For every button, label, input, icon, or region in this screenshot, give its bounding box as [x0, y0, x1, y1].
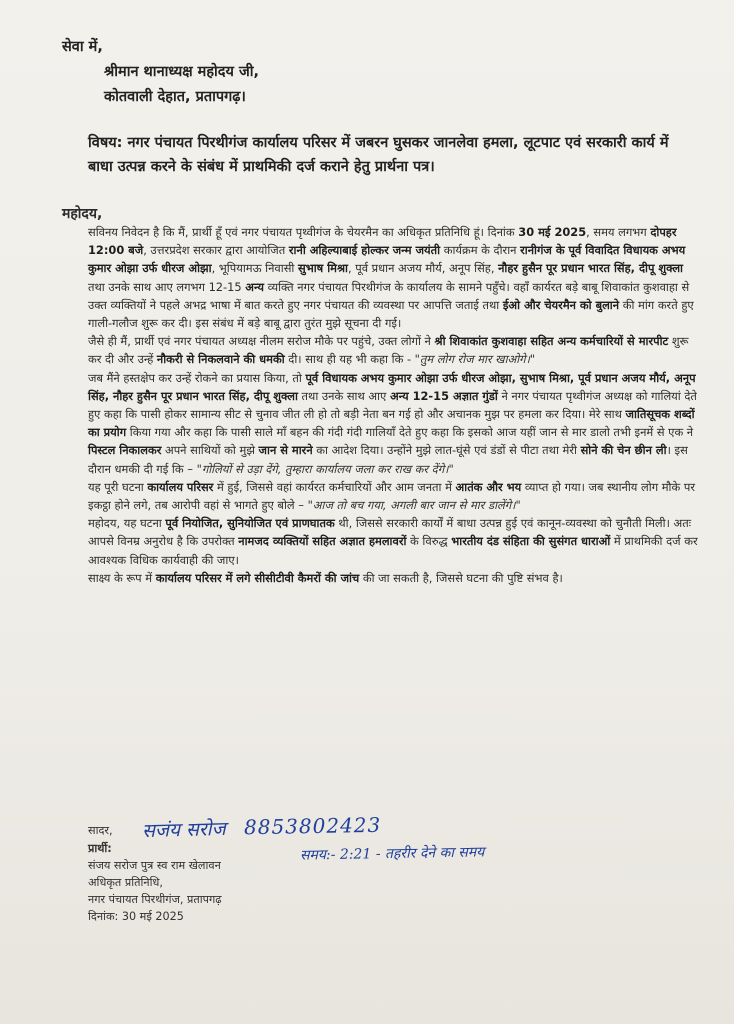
signoff-name: संजय सरोज पुत्र स्व राम खेलावन [88, 859, 221, 872]
letter-body [88, 223, 700, 587]
handwritten-phone: 8853802423 [243, 812, 382, 840]
handwritten-time-note: समय:- 2:21 - तहरीर देने का समय [299, 844, 485, 864]
paragraph-1: सविनय निवेदन है कि मैं, प्रार्थी हूँ एवं नगर पंचायत पृथ्वीगंज के चेयरमैन का अधिकृत प्रतिनिधि हूं। दिनांक 30 मई 2025, समय लगभग दोपहर 12:00 बजे, उत्तरप्रदेश सरकार द्वारा आयोजित रानी अहिल्याबाई होल्कर जन्म जयंती कार्यक्रम के दौरान रानीगंज के पूर्व विवादित विधायक अभय कुमार ओझा उर्फ धीरज ओझा, भूपियामऊ निवासी सुभाष मिश्रा, पूर्व प्रधान अजय मौर्य, अनूप सिंह, नौहर हुसैन पूर प्रधान भारत सिंह, दीपू शुक्ला तथा उनके साथ आए लगभग 12-15 अन्य व्यक्ति नगर पंचायत पिरथीगंज के कार्यालय के सामने पहुँचे। वहाँ कार्यरत बड़े बाबू शिवाकांत कुशवाहा से उक्त व्यक्तियों ने पहले अभद्र भाषा में बात करते हुए नगर पंचायत की व्यवस्था पर आपत्ति जताई तथा ईओ और चेयरमैन को बुलाने की मांग करते हुए गाली-गलौज शुरू कर दी। इस संबंध में बड़े बाबू द्वारा तुरंत मुझे सूचना दी गई। [88, 225, 694, 331]
paragraph-6: साक्ष्य के रूप में कार्यालय परिसर में लगे सीसीटीवी कैमरों की जांच की जा सकती है, जिससे घटना की पुष्टि संभव है। [88, 570, 563, 585]
paragraph-4: यह पूरी घटना कार्यालय परिसर में हुई, जिससे वहां कार्यरत कर्मचारियों और आम जनता में आतंक और भय व्याप्त हो गया। जब स्थानीय लोग मौके पर इकट्ठा होने लगे, तब आरोपी वहां से भागते हुए बोले – "आज तो बच गया, अगली बार जान से मार डालेंगे।" [88, 479, 695, 513]
signoff-role: अधिकृत प्रतिनिधि, [88, 876, 163, 889]
subject-line: विषय: नगर पंचायत पिरथीगंज कार्यालय परिसर में जबरन घुसकर जानलेवा हमला, लूटपाट एवं सरकारी कार्य में बाधा उत्पन्न करने के संबंध में प्राथमिकी दर्ज कराने हेतु प्रार्थना पत्र। [88, 135, 669, 175]
paragraph-3: जब मैंने हस्तक्षेप कर उन्हें रोकने का प्रयास किया, तो पूर्व विधायक अभय कुमार ओझा उर्फ धीरज ओझा, सुभाष मिश्रा, पूर्व प्रधान अजय मौर्य, अनूप सिंह, नौहर हुसैन पूर प्रधान भारत सिंह, दीपू शुक्ला तथा उनके साथ आए अन्य 12-15 अज्ञात गुंडों ने नगर पंचायत पृथ्वीगंज अध्यक्ष को गालियां देते हुए कहा कि पासी होकर सामान्य सीट से चुनाव जीत ली हो तो बड़ी नेता बन गई हो और अचानक मुझ पर हमला कर दिया। मेरे साथ जातिसूचक शब्दों का प्रयोग किया गया और कहा कि पासी साले माँ बहन की गंदी गंदी गालियाँ देते हुए कहा कि इसको आज यहीं जान से मार डालो तभी इनमें से एक ने पिस्टल निकालकर अपने साथियों को मुझे जान से मारने का आदेश दिया। उन्होंने मुझे लात-घूंसे एवं डंडों से पीटा तथा मेरी सोने की चेन छीन ली। इस दौरान धमकी दी गई कि – "गोलियों से उड़ा देंगे, तुम्हारा कार्यालय जला कर राख कर देंगे।" [88, 370, 697, 476]
handwritten-signature: सजंय सरोज [141, 817, 226, 843]
paragraph-2: जैसे ही मैं, प्रार्थी एवं नगर पंचायत अध्यक्ष नीलम सरोज मौके पर पहुंचे, उक्त लोगों ने श्री शिवाकांत कुशवाहा सहित अन्य कर्मचारियों से मारपीट शुरू कर दी और उन्हें नौकरी से निकलवाने की धमकी दी। साथ ही यह भी कहा कि - "तुम लोग रोज मार खाओगे।" [88, 334, 689, 367]
address-line-2: श्रीमान थानाध्यक्ष महोदय जी, [104, 64, 259, 80]
signoff-date: दिनांक: 30 मई 2025 [88, 910, 184, 923]
signoff-office: नगर पंचायत पिरथीगंज, प्रतापगढ़ [88, 893, 222, 906]
address-line-1: सेवा में, [62, 39, 103, 55]
paragraph-5: महोदय, यह घटना पूर्व नियोजित, सुनियोजित एवं प्राणघातक थी, जिससे सरकारी कार्यों में बाधा उत्पन्न हुई एवं कानून-व्यवस्था को चुनौती मिली। अतः आपसे विनम्र अनुरोध है कि उपरोक्त नामजद व्यक्तियों सहित अज्ञात हमलावरों के विरुद्ध भारतीय दंड संहिता की सुसंगत धाराओं में प्राथमिकी दर्ज कर आवश्यक विधिक कार्यवाही की जाए। [88, 516, 698, 567]
salutation: महोदय, [62, 206, 103, 222]
signoff-applicant-label: प्रार्थी: [88, 842, 112, 855]
signoff-regards: सादर, [88, 824, 113, 837]
address-line-3: कोतवाली देहात, प्रतापगढ़। [104, 89, 246, 105]
